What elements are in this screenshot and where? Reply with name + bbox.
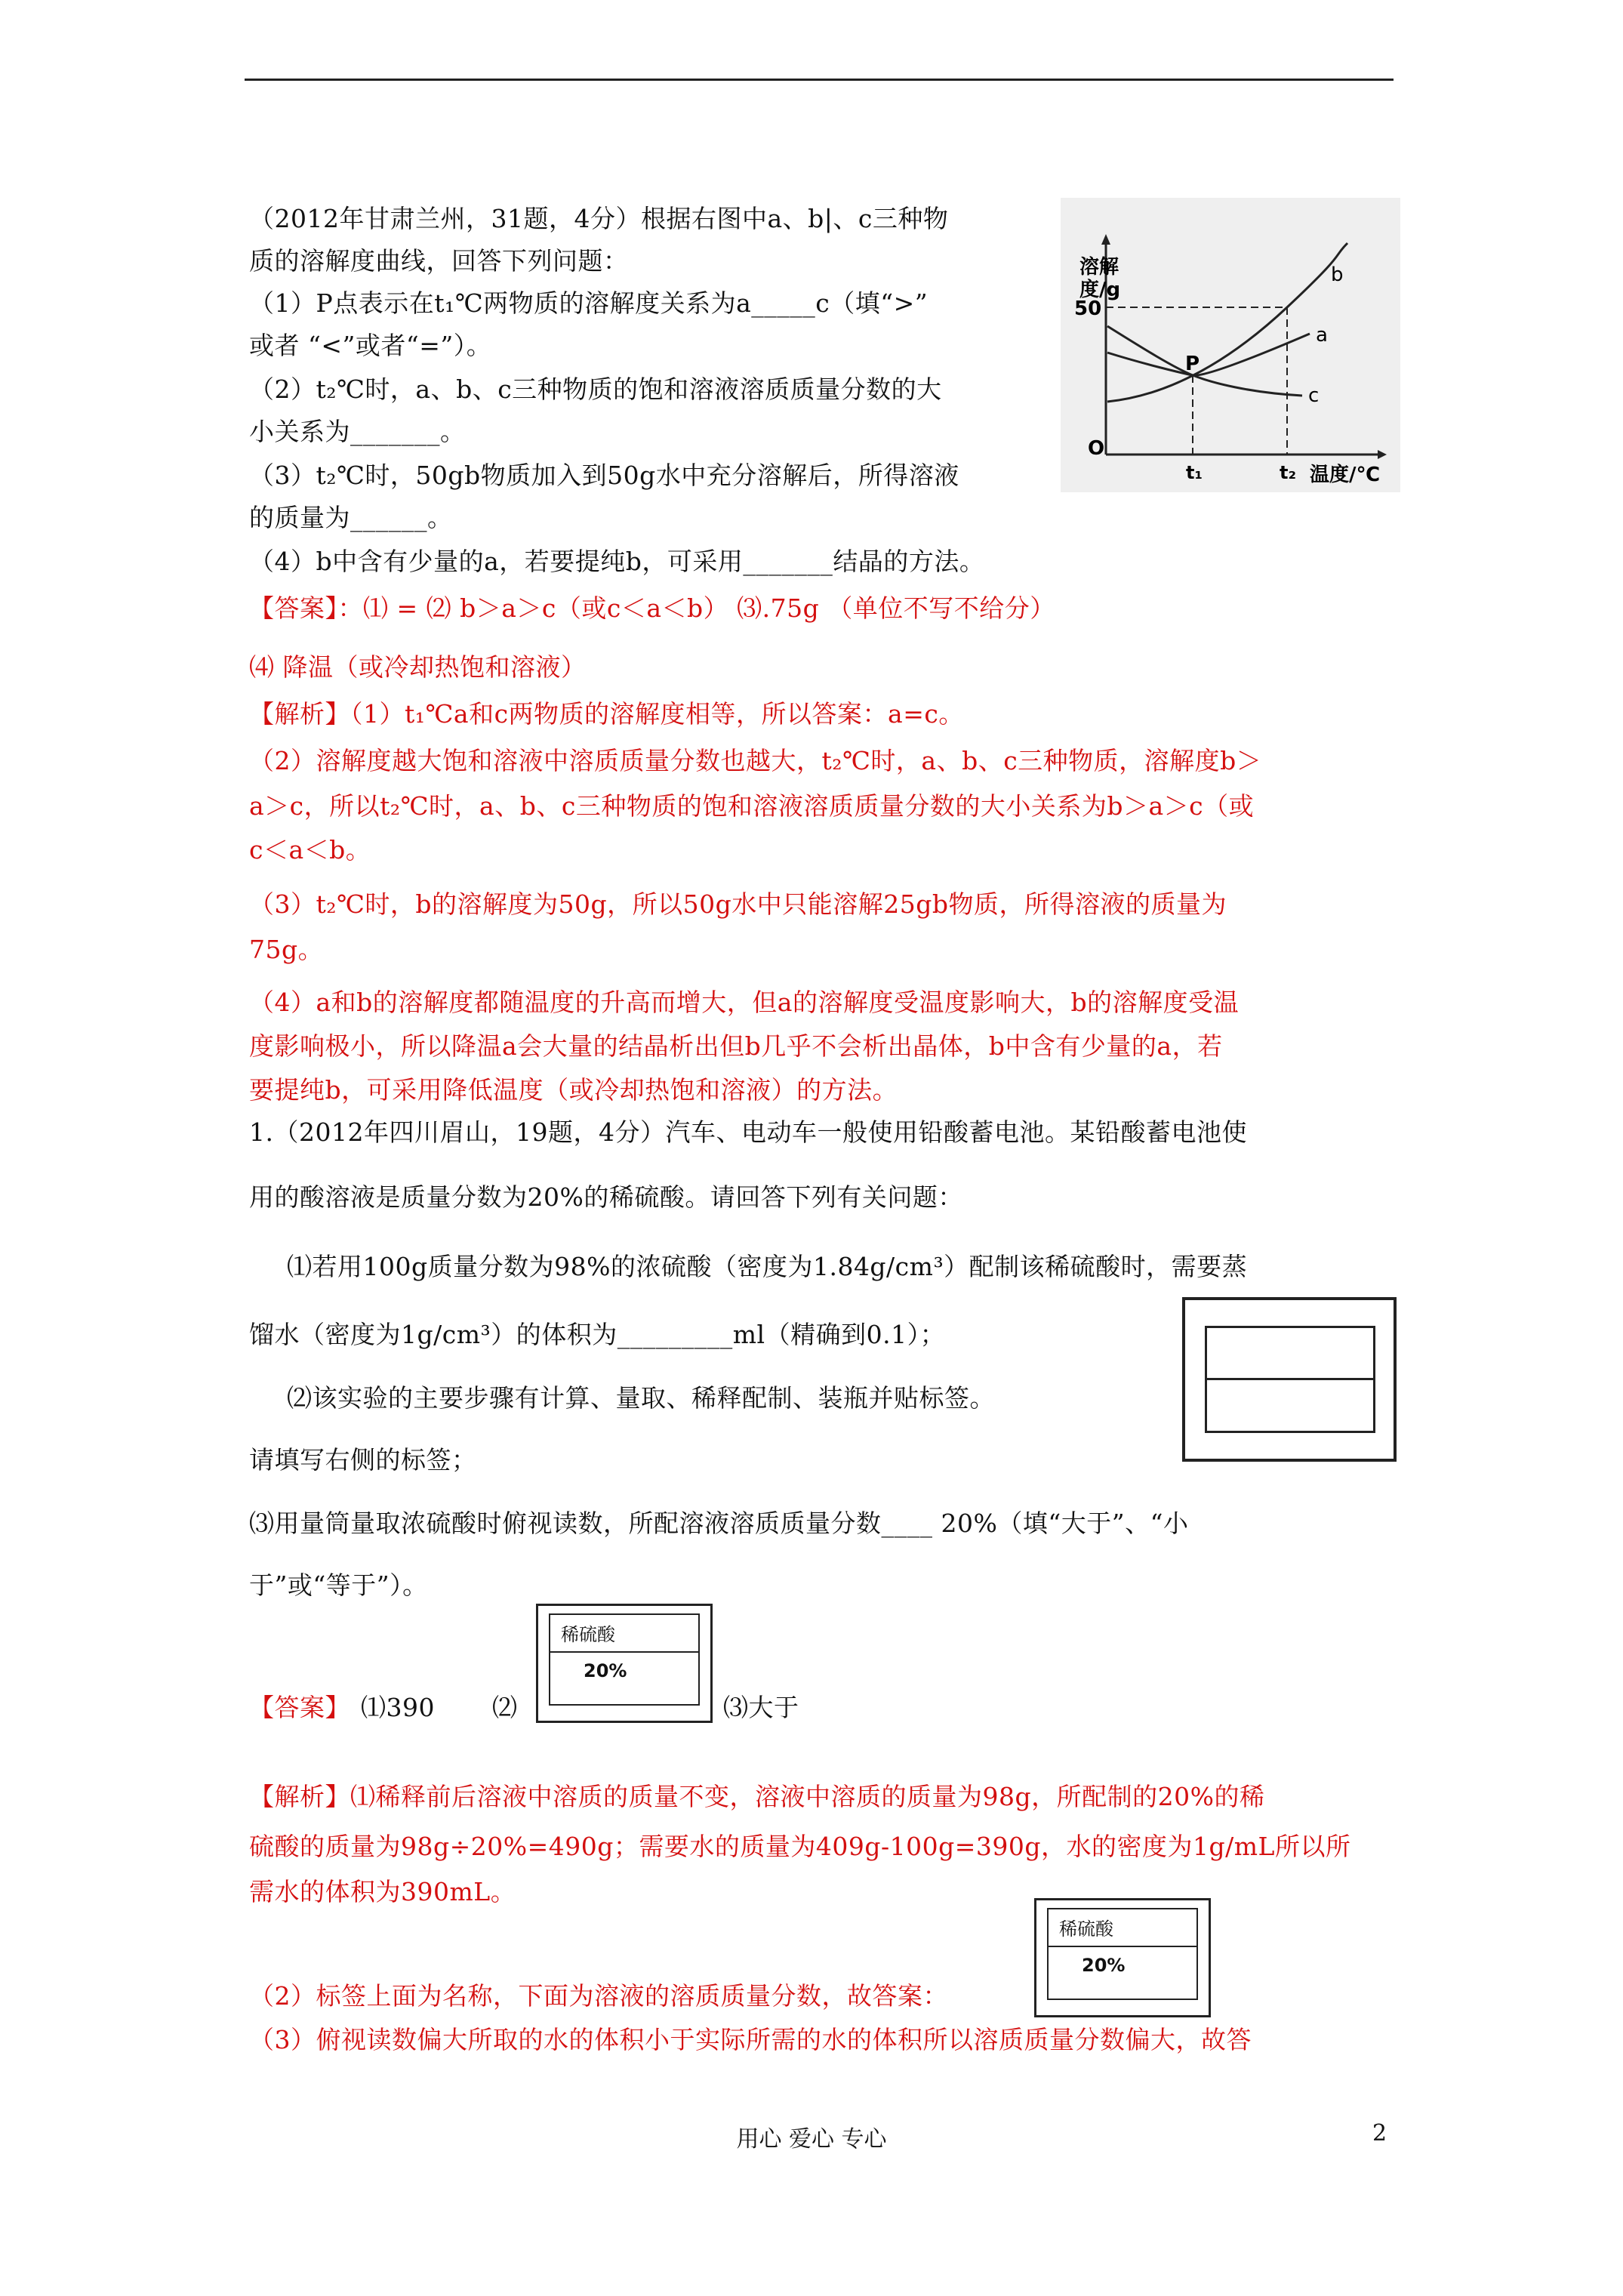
q1-intro-line2: 质的溶解度曲线，回答下列问题：: [249, 246, 629, 276]
page-footer: 用心 爱心 专心: [736, 2126, 887, 2153]
answer-label-conc: 20%: [584, 1660, 627, 1681]
blank-label-divider: [1207, 1378, 1373, 1380]
q1-part4: （4）b中含有少量的a，若要提纯b，可采用_______结晶的方法。: [249, 547, 985, 576]
q1-intro-line1: （2012年甘肃兰州，31题，4分）根据右图中a、b|、c三种物: [249, 204, 949, 233]
answer-label-name: 稀硫酸: [561, 1624, 615, 1645]
x-label: 温度/℃: [1310, 464, 1380, 486]
q1-part2-line2: 小关系为_______。: [249, 417, 466, 446]
q2-line4: 馏水（密度为1g/cm³）的体积为_________ml（精确到0.1）；: [249, 1320, 946, 1349]
explain2-line2: 硫酸的质量为98g÷20%=490g；需要水的质量为409g-100g=390g，水的密度为1g/mL所以所: [249, 1832, 1351, 1861]
y-label-2: 度/g: [1079, 279, 1121, 301]
explain1-line5: （3）t₂℃时，b的溶解度为50g，所以50g水中只能溶解25gb物质，所得溶液的质量为: [249, 889, 1227, 919]
explain1-line7: （4）a和b的溶解度都随温度的升高而增大，但a的溶解度受温度影响大，b的溶解度受温: [249, 988, 1240, 1017]
answer2-label: 【答案】: [249, 1693, 350, 1722]
answer2-part1: ⑴390: [361, 1693, 435, 1722]
page-number: 2: [1372, 2120, 1387, 2147]
answer2-part3: ⑶大于: [723, 1693, 799, 1722]
solubility-figure: [1061, 198, 1400, 492]
explain2-line5: （3）俯视读数偏大所取的水的体积小于实际所需的水的体积所以溶质质量分数偏大，故答: [249, 2025, 1252, 2054]
origin-label: O: [1088, 437, 1105, 460]
curve-c-label: c: [1308, 384, 1320, 407]
y-tick-50: 50: [1074, 297, 1102, 320]
explain-label-inner: [1047, 1908, 1198, 2000]
q1-part2-line1: （2）t₂℃时，a、b、c三种物质的饱和溶液溶质质量分数的大: [249, 374, 942, 404]
answer1-line1: 【答案】：⑴ = ⑵ b＞a＞c（或c＜a＜b） ⑶.75g （单位不写不给分）: [249, 593, 1055, 623]
explain1-line3: a＞c，所以t₂℃时，a、b、c三种物质的饱和溶液溶质质量分数的大小关系为b＞a＞c（或: [249, 791, 1255, 821]
explain2-line3: 需水的体积为390mL。: [249, 1877, 516, 1906]
answer-label-divider: [550, 1651, 698, 1653]
q2-line7: ⑶用量筒量取浓硫酸时俯视读数，所配溶液溶质质量分数____ 20%（填“大于”、“小: [249, 1509, 1189, 1538]
explain1-line1: 【解析】（1）t₁℃a和c两物质的溶解度相等，所以答案：a=c。: [249, 699, 964, 729]
explain-label-card: [1034, 1898, 1211, 2017]
q2-line5: ⑵该实验的主要步骤有计算、量取、稀释配制、装瓶并贴标签。: [287, 1383, 995, 1413]
t1-label: t₁: [1186, 462, 1203, 483]
y-label-1: 溶解: [1079, 256, 1119, 279]
q2-line2: 用的酸溶液是质量分数为20%的稀硫酸。请回答下列有关问题：: [249, 1182, 963, 1212]
header-rule: [245, 79, 1394, 81]
explain1-line6: 75g。: [249, 935, 324, 964]
explain-label-conc: 20%: [1082, 1955, 1126, 1976]
explain-label-divider: [1049, 1946, 1196, 1947]
curve-a-label: a: [1316, 324, 1328, 347]
answer2-part2: ⑵: [492, 1693, 518, 1722]
answer1-line2: ⑷ 降温（或冷却热饱和溶液）: [249, 652, 587, 682]
explain1-line9: 要提纯b，可采用降低温度（或冷却热饱和溶液）的方法。: [249, 1075, 898, 1105]
explain-label-name: 稀硫酸: [1059, 1918, 1113, 1940]
q1-part1-line1: （1）P点表示在t₁℃两物质的溶解度关系为a_____c（填“>”: [249, 288, 929, 318]
q2-line6: 请填写右侧的标签；: [249, 1445, 477, 1475]
explain1-line4: c＜a＜b。: [249, 835, 371, 864]
q1-part3-line1: （3）t₂℃时，50gb物质加入到50g水中充分溶解后，所得溶液: [249, 461, 959, 490]
q1-part1-line2: 或者 “<”或者“=”）。: [249, 331, 492, 360]
explain1-line2: （2）溶解度越大饱和溶液中溶质质量分数也越大，t₂℃时，a、b、c三种物质，溶解度b＞: [249, 746, 1262, 775]
q1-part3-line2: 的质量为______。: [249, 503, 453, 532]
point-p-label: P: [1185, 353, 1200, 375]
blank-label-card: [1205, 1326, 1375, 1433]
explain2-line4: （2）标签上面为名称，下面为溶液的溶质质量分数，故答案：: [249, 1981, 948, 2011]
q2-line3: ⑴若用100g质量分数为98%的浓硫酸（密度为1.84g/cm³）配制该稀硫酸时，需要蒸: [287, 1252, 1248, 1281]
q2-line1: 1.（2012年四川眉山，19题，4分）汽车、电动车一般使用铅酸蓄电池。某铅酸蓄电池使: [249, 1117, 1247, 1147]
explain1-line8: 度影响极小，所以降温a会大量的结晶析出但b几乎不会析出晶体，b中含有少量的a，若: [249, 1031, 1223, 1061]
q2-line8: 于”或“等于”）。: [249, 1570, 428, 1600]
answer-label-inner: [549, 1613, 700, 1706]
explain2-line1: 【解析】⑴稀释前后溶液中溶质的质量不变，溶液中溶质的质量为98g，所配制的20%的稀: [249, 1782, 1265, 1811]
blank-label-frame: [1182, 1297, 1397, 1462]
curve-b-label: b: [1331, 264, 1344, 286]
t2-label: t₂: [1280, 462, 1296, 483]
answer-label-card: [536, 1604, 713, 1723]
